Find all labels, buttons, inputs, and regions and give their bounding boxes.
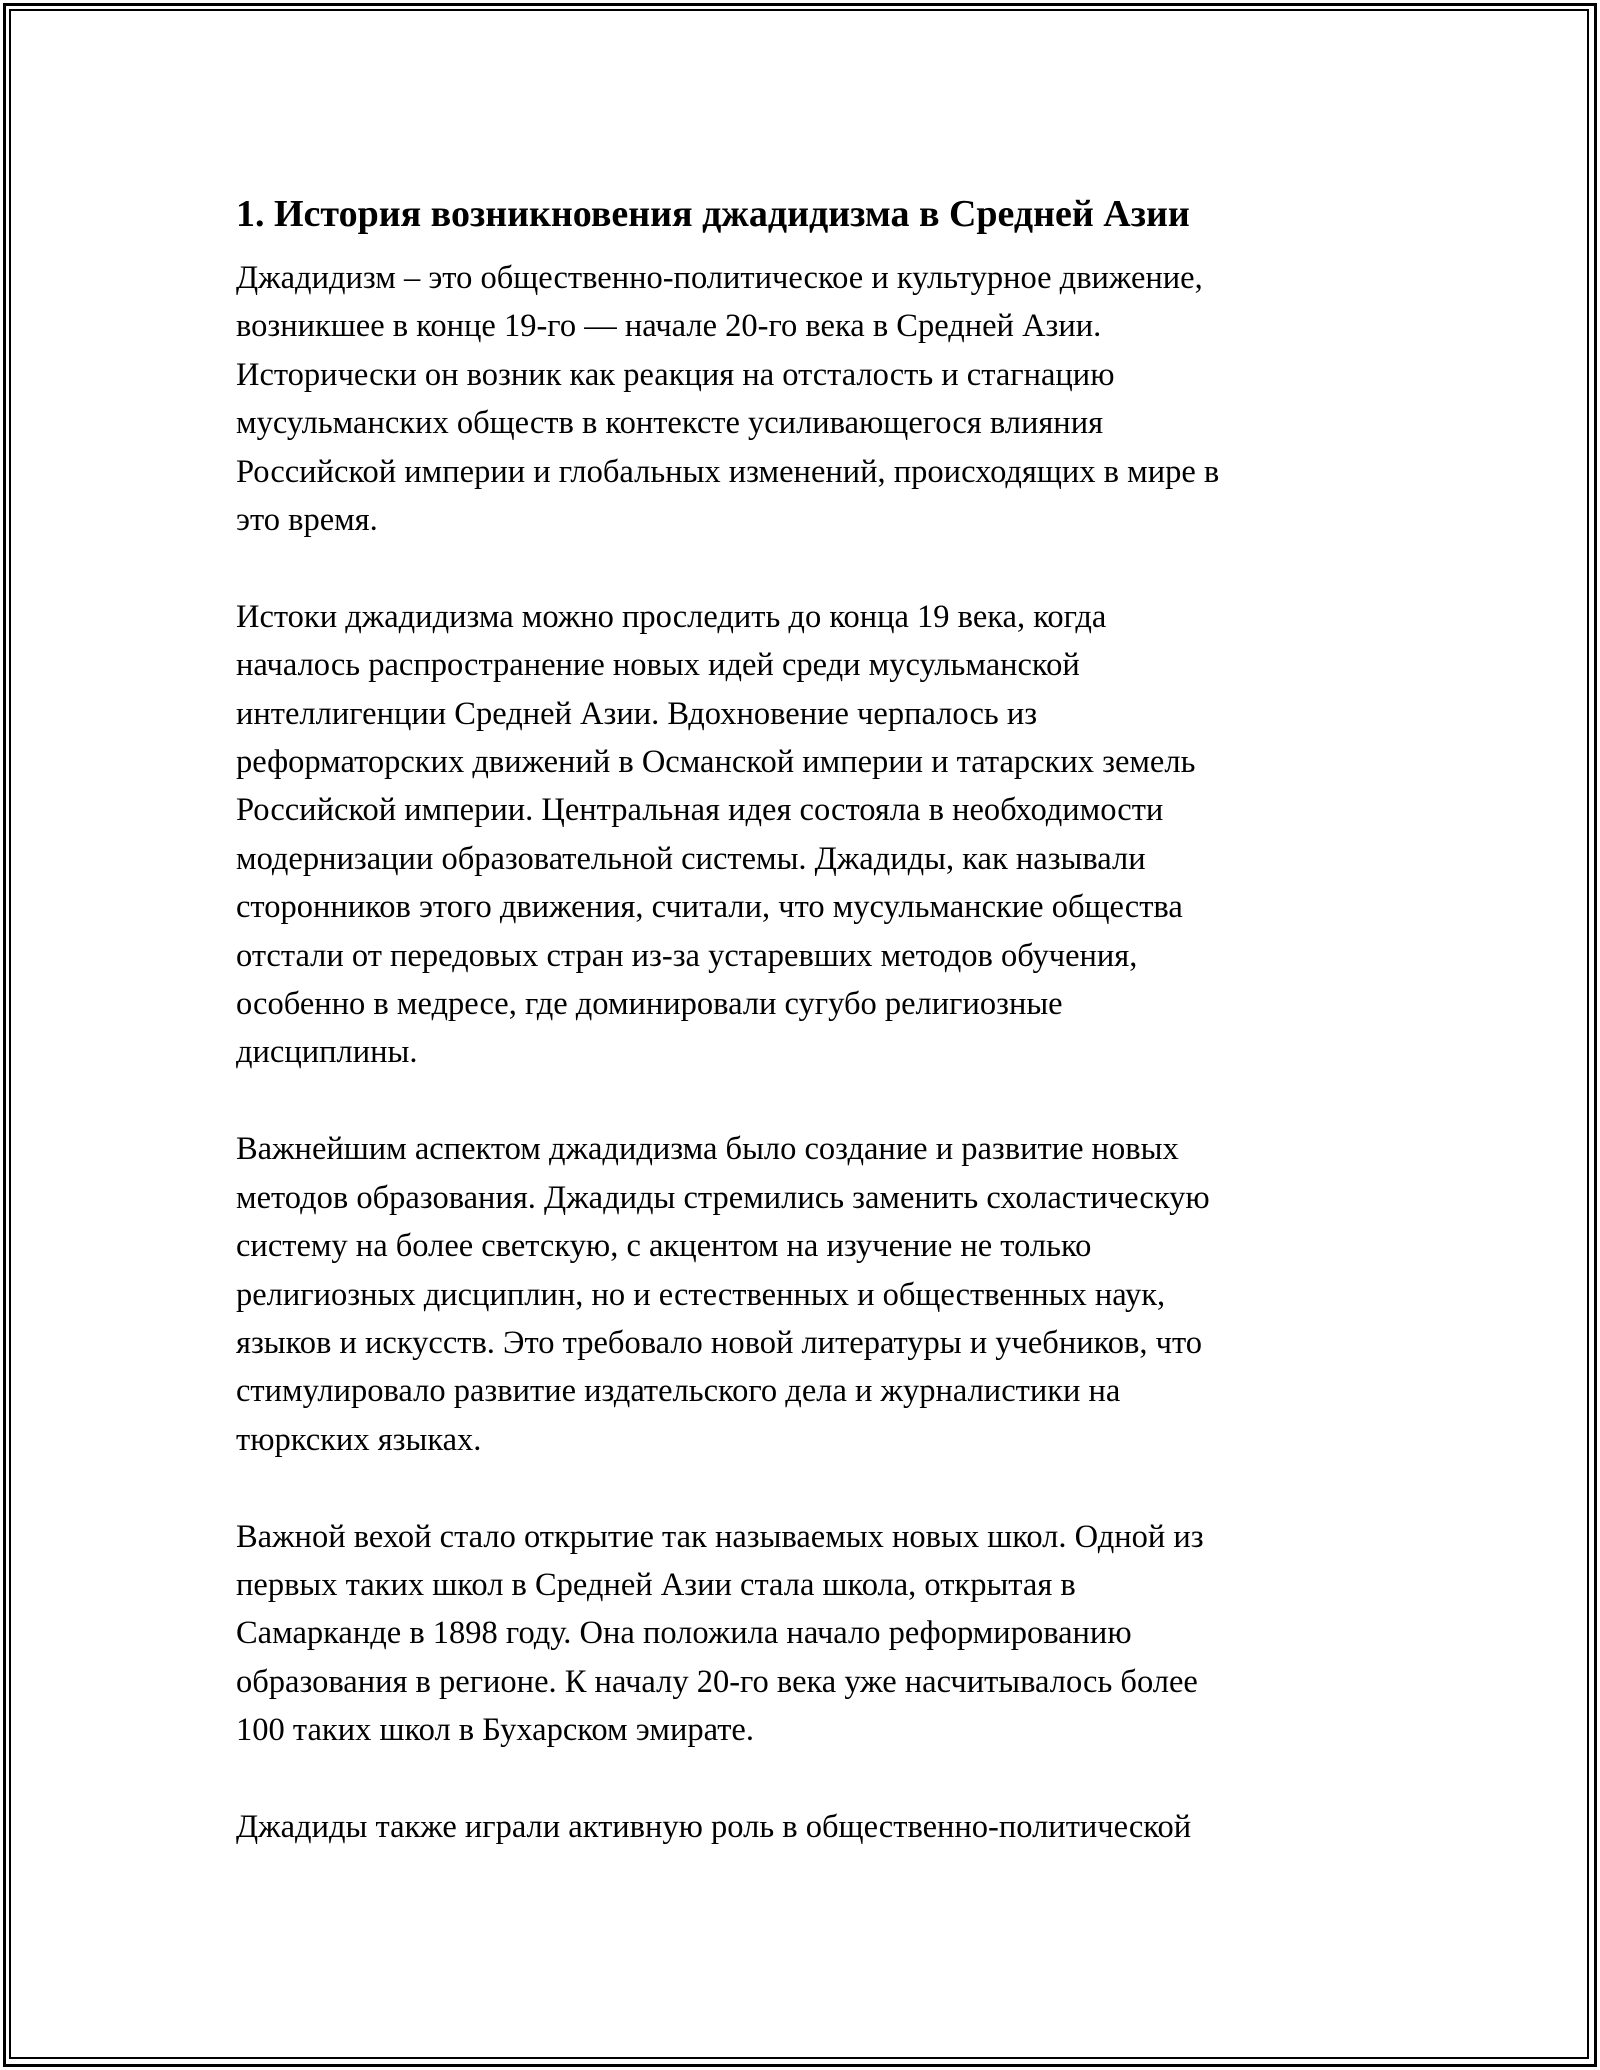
paragraph — [236, 1513, 1366, 1755]
paragraph-line: Российской империи и глобальных изменений, происходящих в мире в — [236, 453, 1220, 490]
paragraph-line: Российской империи. Центральная идея состояла в необходимости — [236, 792, 1164, 829]
paragraph-line: реформаторских движений в Османской империи и татарских земель — [236, 744, 1196, 781]
paragraph — [236, 593, 1366, 1077]
paragraph — [236, 1125, 1366, 1464]
paragraph-line: Самарканде в 1898 году. Она положила начало реформированию — [236, 1615, 1132, 1652]
paragraph-line: интеллигенции Средней Азии. Вдохновение черпалось из — [236, 695, 1038, 732]
paragraph-line: Джадиды также играли активную роль в общественно-политической — [236, 1808, 1192, 1845]
paragraph-line: сторонников этого движения, считали, что мусульманские общества — [236, 889, 1183, 926]
paragraph — [236, 254, 1366, 544]
paragraph-line: Истоки джадидизма можно проследить до конца 19 века, когда — [236, 598, 1107, 635]
section-heading: 1. История возникновения джадидизма в Средней Азии — [236, 193, 1190, 235]
paragraph-line: образования в регионе. К началу 20-го века уже насчитывалось более — [236, 1663, 1198, 1700]
paragraph-line: дисциплины. — [236, 1034, 418, 1071]
paragraph-line: Джадидизм – это общественно-политическое и культурное движение, — [236, 260, 1203, 296]
paragraph-line: началось распространение новых идей среди мусульманской — [236, 647, 1080, 684]
paragraph-line: стимулировало развитие издательского дела и журналистики на — [236, 1373, 1121, 1410]
paragraph-line: Исторически он возник как реакция на отсталость и стагнацию — [236, 356, 1115, 393]
paragraph-line: языков и искусств. Это требовало новой литературы и учебников, что — [236, 1324, 1202, 1361]
paragraph-line: методов образования. Джадиды стремились заменить схоластическую — [236, 1179, 1210, 1216]
paragraph-line: возникшее в конце 19-го — начале 20-го века в Средней Азии. — [236, 308, 1102, 345]
paragraph-line: особенно в медресе, где доминировали сугубо религиозные — [236, 986, 1063, 1023]
paragraph-line: религиозных дисциплин, но и естественных и общественных наук, — [236, 1276, 1166, 1313]
paragraph-line: Важной вехой стало открытие так называемых новых школ. Одной из — [236, 1518, 1204, 1555]
paragraphs-container — [236, 254, 1366, 1851]
paragraph-line: модернизации образовательной системы. Джадиды, как называли — [236, 840, 1146, 877]
paragraph-line: мусульманских обществ в контексте усиливающегося влияния — [236, 405, 1104, 442]
paragraph-line: это время. — [236, 502, 378, 539]
document-body — [236, 188, 1366, 1900]
paragraph-line: 100 таких школ в Бухарском эмирате. — [236, 1712, 754, 1749]
paragraph-line: отстали от передовых стран из-за устаревших методов обучения, — [236, 937, 1138, 974]
paragraph-line: первых таких школ в Средней Азии стала школа, открытая в — [236, 1566, 1076, 1603]
paragraph — [236, 1803, 1366, 1851]
paragraph-line: систему на более светскую, с акцентом на изучение не только — [236, 1228, 1092, 1265]
paragraph-line: тюркских языках. — [236, 1421, 482, 1458]
paragraph-line: Важнейшим аспектом джадидизма было создание и развитие новых — [236, 1131, 1179, 1168]
